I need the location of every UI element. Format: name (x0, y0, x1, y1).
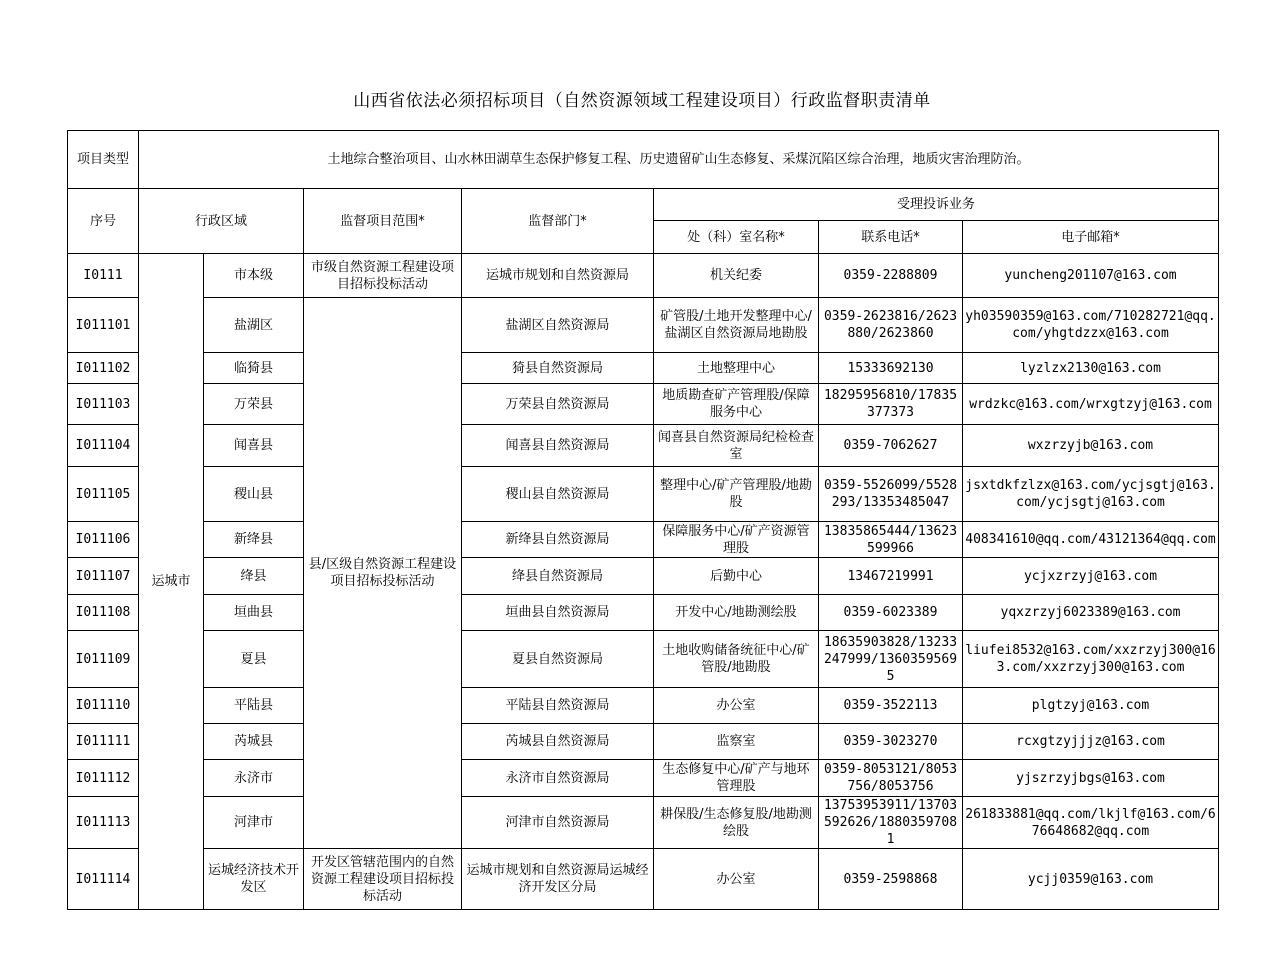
table-row (68, 425, 1219, 467)
table-row (68, 724, 1219, 760)
table-row (68, 797, 1219, 849)
project-type-label: 项目类型 (68, 131, 139, 189)
region-name: 平陆县 (204, 688, 304, 724)
email-cell: liufei8532@163.com/xxzrzyj300@163.com/xxzrzyj300@163.com (963, 631, 1219, 688)
row-id: I011106 (68, 522, 139, 558)
row-id: I0111 (68, 254, 139, 298)
region-name: 河津市 (204, 797, 304, 849)
email-cell: wrdzkc@163.com/wrxgtzyj@163.com (963, 384, 1219, 425)
header-phone: 联系电话* (819, 221, 963, 254)
region-name: 市本级 (204, 254, 304, 298)
office-cell: 开发中心/地勘测绘股 (654, 595, 819, 631)
header-office: 处（科）室名称* (654, 221, 819, 254)
phone-cell: 0359-2598868 (819, 849, 963, 910)
region-name: 垣曲县 (204, 595, 304, 631)
row-id: I011112 (68, 760, 139, 797)
dept-cell: 夏县自然资源局 (462, 631, 654, 688)
dept-cell: 运城市规划和自然资源局 (462, 254, 654, 298)
email-cell: plgtzyj@163.com (963, 688, 1219, 724)
table-row (68, 522, 1219, 558)
table-row (68, 760, 1219, 797)
city-name: 运城市 (139, 254, 204, 910)
row-id: I011111 (68, 724, 139, 760)
office-cell: 办公室 (654, 688, 819, 724)
phone-cell: 0359-2288809 (819, 254, 963, 298)
phone-cell: 0359-6023389 (819, 595, 963, 631)
header-row-1 (68, 189, 1219, 221)
email-cell: yh03590359@163.com/710282721@qq.com/yhgtdzzx@163.com (963, 298, 1219, 353)
email-cell: yuncheng201107@163.com (963, 254, 1219, 298)
office-cell: 机关纪委 (654, 254, 819, 298)
page-title: 山西省依法必须招标项目（自然资源领域工程建设项目）行政监督职责清单 (353, 91, 931, 111)
email-cell: yjszrzyjbgs@163.com (963, 760, 1219, 797)
phone-cell: 0359-3522113 (819, 688, 963, 724)
header-region: 行政区域 (139, 189, 304, 254)
phone-cell: 15333692130 (819, 353, 963, 384)
dept-cell: 芮城县自然资源局 (462, 724, 654, 760)
phone-cell: 0359-7062627 (819, 425, 963, 467)
phone-cell: 0359-8053121/8053756/8053756 (819, 760, 963, 797)
office-cell: 耕保股/生态修复股/地勘测绘股 (654, 797, 819, 849)
phone-cell: 0359-5526099/5528293/13353485047 (819, 467, 963, 522)
dept-cell: 猗县自然资源局 (462, 353, 654, 384)
table-row (68, 353, 1219, 384)
region-name: 临猗县 (204, 353, 304, 384)
phone-cell: 13753953911/13703592626/18803597081 (819, 797, 963, 849)
scope-cell: 市级自然资源工程建设项目招标投标活动 (304, 254, 462, 298)
region-name: 稷山县 (204, 467, 304, 522)
row-id: I011105 (68, 467, 139, 522)
region-name: 运城经济技术开发区 (204, 849, 304, 910)
region-name: 芮城县 (204, 724, 304, 760)
row-id: I011103 (68, 384, 139, 425)
dept-cell: 稷山县自然资源局 (462, 467, 654, 522)
scope-county-cell: 县/区级自然资源工程建设项目招标投标活动 (304, 298, 462, 849)
table-row (68, 688, 1219, 724)
email-cell: jsxtdkfzlzx@163.com/ycjsgtj@163.com/ycjsgtj@163.com (963, 467, 1219, 522)
region-name: 闻喜县 (204, 425, 304, 467)
phone-cell: 0359-3023270 (819, 724, 963, 760)
office-cell: 闻喜县自然资源局纪检检查室 (654, 425, 819, 467)
table-row (68, 595, 1219, 631)
dept-cell: 永济市自然资源局 (462, 760, 654, 797)
region-name: 新绛县 (204, 522, 304, 558)
email-cell: wxzrzyjb@163.com (963, 425, 1219, 467)
dept-cell: 万荣县自然资源局 (462, 384, 654, 425)
email-cell: yqxzrzyj6023389@163.com (963, 595, 1219, 631)
office-cell: 后勤中心 (654, 558, 819, 595)
region-name: 永济市 (204, 760, 304, 797)
row-id: I011107 (68, 558, 139, 595)
phone-cell: 13835865444/13623599966 (819, 522, 963, 558)
row-id: I011102 (68, 353, 139, 384)
phone-cell: 13467219991 (819, 558, 963, 595)
office-cell: 生态修复中心/矿产与地环管理股 (654, 760, 819, 797)
office-cell: 保障服务中心/矿产资源管理股 (654, 522, 819, 558)
office-cell: 整理中心/矿产管理股/地勘股 (654, 467, 819, 522)
phone-cell: 18635903828/13233247999/13603595695 (819, 631, 963, 688)
email-cell: 408341610@qq.com/43121364@qq.com (963, 522, 1219, 558)
table-row (68, 254, 1219, 298)
dept-cell: 盐湖区自然资源局 (462, 298, 654, 353)
project-type-value: 土地综合整治项目、山水林田湖草生态保护修复工程、历史遗留矿山生态修复、采煤沉陷区综合治理，地质灾害治理防治。 (139, 131, 1219, 189)
office-cell: 矿管股/土地开发整理中心/盐湖区自然资源局地勘股 (654, 298, 819, 353)
email-cell: lyzlzx2130@163.com (963, 353, 1219, 384)
row-id: I011101 (68, 298, 139, 353)
row-id: I011110 (68, 688, 139, 724)
phone-cell: 18295956810/17835377373 (819, 384, 963, 425)
dept-cell: 垣曲县自然资源局 (462, 595, 654, 631)
office-cell: 地质勘查矿产管理股/保障服务中心 (654, 384, 819, 425)
table-row (68, 384, 1219, 425)
region-name: 绛县 (204, 558, 304, 595)
row-id: I011113 (68, 797, 139, 849)
email-cell: 261833881@qq.com/lkjlf@163.com/676648682@qq.com (963, 797, 1219, 849)
supervision-table (67, 130, 1219, 910)
office-cell: 土地收购储备统征中心/矿管股/地勘股 (654, 631, 819, 688)
email-cell: rcxgtzyjjjz@163.com (963, 724, 1219, 760)
header-seq: 序号 (68, 189, 139, 254)
email-cell: ycjxzrzyj@163.com (963, 558, 1219, 595)
header-scope: 监督项目范围* (304, 189, 462, 254)
region-name: 盐湖区 (204, 298, 304, 353)
phone-cell: 0359-2623816/2623880/2623860 (819, 298, 963, 353)
dept-cell: 平陆县自然资源局 (462, 688, 654, 724)
row-id: I011108 (68, 595, 139, 631)
table-row (68, 558, 1219, 595)
scope-cell: 开发区管辖范围内的自然资源工程建设项目招标投标活动 (304, 849, 462, 910)
header-email: 电子邮箱* (963, 221, 1219, 254)
header-dept: 监督部门* (462, 189, 654, 254)
office-cell: 办公室 (654, 849, 819, 910)
row-id: I011109 (68, 631, 139, 688)
row-id: I011114 (68, 849, 139, 910)
header-complaint: 受理投诉业务 (654, 189, 1219, 221)
row-id: I011104 (68, 425, 139, 467)
dept-cell: 运城市规划和自然资源局运城经济开发区分局 (462, 849, 654, 910)
office-cell: 监察室 (654, 724, 819, 760)
region-name: 万荣县 (204, 384, 304, 425)
region-name: 夏县 (204, 631, 304, 688)
table-row (68, 467, 1219, 522)
table-row (68, 298, 1219, 353)
dept-cell: 闻喜县自然资源局 (462, 425, 654, 467)
dept-cell: 绛县自然资源局 (462, 558, 654, 595)
dept-cell: 河津市自然资源局 (462, 797, 654, 849)
project-type-row (68, 131, 1219, 189)
dept-cell: 新绛县自然资源局 (462, 522, 654, 558)
email-cell: ycjj0359@163.com (963, 849, 1219, 910)
office-cell: 土地整理中心 (654, 353, 819, 384)
table-row (68, 631, 1219, 688)
table-row (68, 849, 1219, 910)
